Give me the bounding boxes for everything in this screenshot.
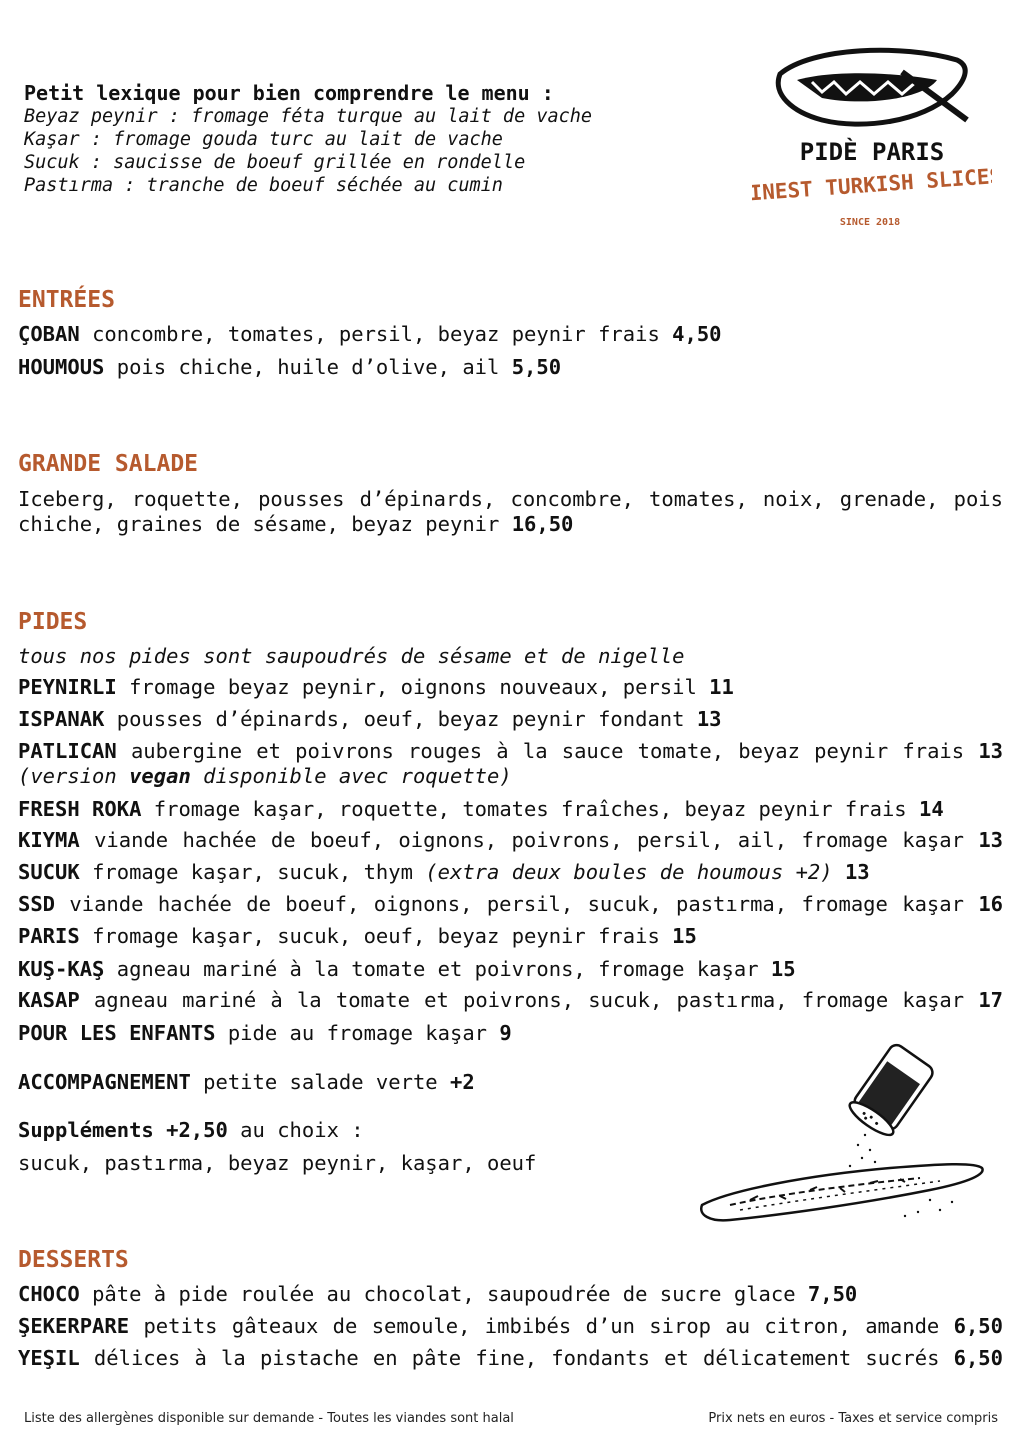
item-name: SUCUK — [18, 860, 80, 884]
item-name: ÇOBAN — [18, 322, 80, 346]
item-price: 16 — [978, 892, 1003, 916]
menu-item — [18, 828, 1003, 853]
logo-name: PIDÈ PARIS — [799, 138, 945, 166]
item-desc: petite salade verte — [203, 1070, 438, 1094]
menu-item — [18, 957, 1003, 982]
lexique-line: Kaşar : fromage gouda turc au lait de vache — [24, 129, 503, 150]
item-name: HOUMOUS — [18, 355, 105, 379]
item-name: Suppléments +2,50 — [18, 1118, 228, 1142]
menu-item — [18, 892, 1003, 917]
footer-right: Prix nets en euros - Taxes et service compris — [708, 1411, 998, 1426]
item-desc: au choix : — [240, 1118, 364, 1142]
item-name: PEYNIRLI — [18, 675, 117, 699]
footer-left: Liste des allergènes disponible sur demande - Toutes les viandes sont halal — [24, 1411, 514, 1426]
item-desc: fromage kaşar, roquette, tomates fraîches, beyaz peynir frais — [153, 797, 907, 821]
item-desc: fromage beyaz peynir, oignons nouveaux, persil — [129, 675, 697, 699]
item-name: FRESH ROKA — [18, 797, 142, 821]
item-desc: pide au fromage kaşar — [227, 1021, 488, 1045]
lexique-line: Beyaz peynir : fromage féta turque au lait de vache — [24, 106, 593, 127]
item-desc: agneau mariné à la tomate et poivrons, sucuk, pastırma, fromage kaşar — [93, 988, 965, 1012]
section-title-salade: GRANDE SALADE — [18, 451, 199, 477]
item-price: 6,50 — [953, 1346, 1003, 1370]
logo-tagline: FINEST TURKISH SLICES — [752, 163, 992, 207]
section-title-pides: PIDES — [18, 609, 88, 635]
salade-desc-block — [18, 487, 1003, 537]
lexique-line: Pastırma : tranche de boeuf séchée au cumin — [24, 175, 503, 196]
item-desc: pois chiche, huile d’olive, ail — [116, 355, 500, 379]
item-price: 7,50 — [807, 1282, 858, 1306]
item-price: +2 — [449, 1070, 475, 1094]
section-title-desserts: DESSERTS — [18, 1247, 129, 1273]
menu-item — [18, 1282, 1003, 1307]
mouth-logo-icon — [752, 42, 992, 237]
pides-note: tous nos pides sont saupoudrés de sésame et de nigelle — [18, 644, 685, 668]
menu-item — [18, 707, 1003, 732]
item-desc: aubergine et poivrons rouges à la sauce tomate, beyaz peynir frais — [130, 739, 965, 763]
pide-illustration-icon — [690, 1040, 990, 1230]
item-desc: Iceberg, roquette, pousses d’épinards, concombre, tomates, noix, grenade, pois chiche, graines de sésame, beyaz peynir — [18, 487, 1003, 536]
item-desc: agneau mariné à la tomate et poivrons, fromage kaşar — [116, 957, 759, 981]
brand-logo — [752, 42, 992, 237]
item-name: KIYMA — [18, 828, 80, 852]
menu-item — [18, 924, 1003, 949]
item-desc: concombre, tomates, persil, beyaz peynir frais — [92, 322, 660, 346]
vegan-note-bold: vegan — [129, 764, 191, 788]
item-extra: (extra deux boules de houmous +2) — [425, 860, 833, 884]
vegan-note — [18, 764, 1003, 789]
menu-item — [18, 860, 1003, 885]
menu-item — [18, 988, 1003, 1013]
menu-item — [18, 1346, 1003, 1371]
logo-since: SINCE 2018 — [839, 217, 901, 228]
item-desc: viande hachée de boeuf, oignons, poivrons, persil, ail, fromage kaşar — [94, 828, 964, 852]
menu-item — [18, 797, 1003, 822]
vegan-note-post: disponible avec roquette) — [190, 764, 512, 788]
menu-item — [18, 355, 1003, 380]
item-price: 13 — [696, 707, 722, 731]
item-price: 15 — [770, 957, 796, 981]
menu-item — [18, 322, 1003, 347]
supplements-list: sucuk, pastırma, beyaz peynir, kaşar, oeuf — [18, 1151, 537, 1175]
lexique-block — [24, 82, 592, 197]
item-price: 14 — [918, 797, 944, 821]
item-name: CHOCO — [18, 1282, 80, 1306]
item-price: 15 — [672, 924, 697, 948]
item-name: PARIS — [18, 924, 80, 948]
pide-shaker-illustration — [690, 1040, 990, 1230]
item-desc: fromage kaşar, sucuk, thym — [92, 860, 413, 884]
item-desc: pousses d’épinards, oeuf, beyaz peynir fondant — [116, 707, 685, 731]
section-title-entrees: ENTRÉES — [18, 287, 115, 313]
lexique-line: Sucuk : saucisse de boeuf grillée en rondelle — [24, 152, 526, 173]
item-price: 13 — [978, 828, 1003, 852]
item-price: 9 — [499, 1021, 512, 1045]
item-price: 16,50 — [511, 512, 574, 536]
item-price: 4,50 — [672, 322, 722, 346]
item-price: 6,50 — [953, 1314, 1003, 1338]
item-price: 17 — [978, 988, 1003, 1012]
item-name: SSD — [18, 892, 56, 916]
lexique-title: Petit lexique pour bien comprendre le menu : — [24, 81, 554, 105]
item-price: 13 — [844, 860, 870, 884]
item-name: ŞEKERPARE — [18, 1314, 130, 1338]
item-desc: pâte à pide roulée au chocolat, saupoudrée de sucre glace — [92, 1282, 796, 1306]
item-name: ISPANAK — [18, 707, 105, 731]
item-name: YEŞIL — [18, 1346, 80, 1370]
menu-item — [18, 739, 1003, 764]
item-price: 13 — [978, 739, 1003, 763]
item-desc: fromage kaşar, sucuk, oeuf, beyaz peynir frais — [92, 924, 660, 948]
item-price: 5,50 — [511, 355, 562, 379]
item-name: ACCOMPAGNEMENT — [18, 1070, 191, 1094]
item-desc: petits gâteaux de semoule, imbibés d’un sirop au citron, amande — [143, 1314, 940, 1338]
item-name: KUŞ-KAŞ — [18, 957, 105, 981]
item-price: 11 — [709, 675, 734, 699]
item-desc: délices à la pistache en pâte fine, fondants et délicatement sucrés — [93, 1346, 940, 1370]
vegan-note-pre: (version — [18, 764, 130, 788]
item-name: POUR LES ENFANTS — [18, 1021, 216, 1045]
item-desc: viande hachée de boeuf, oignons, persil, sucuk, pastırma, fromage kaşar — [69, 892, 964, 916]
menu-item — [18, 675, 1003, 700]
item-name: PATLICAN — [18, 739, 117, 763]
item-name: KASAP — [18, 988, 80, 1012]
menu-item — [18, 1314, 1003, 1339]
